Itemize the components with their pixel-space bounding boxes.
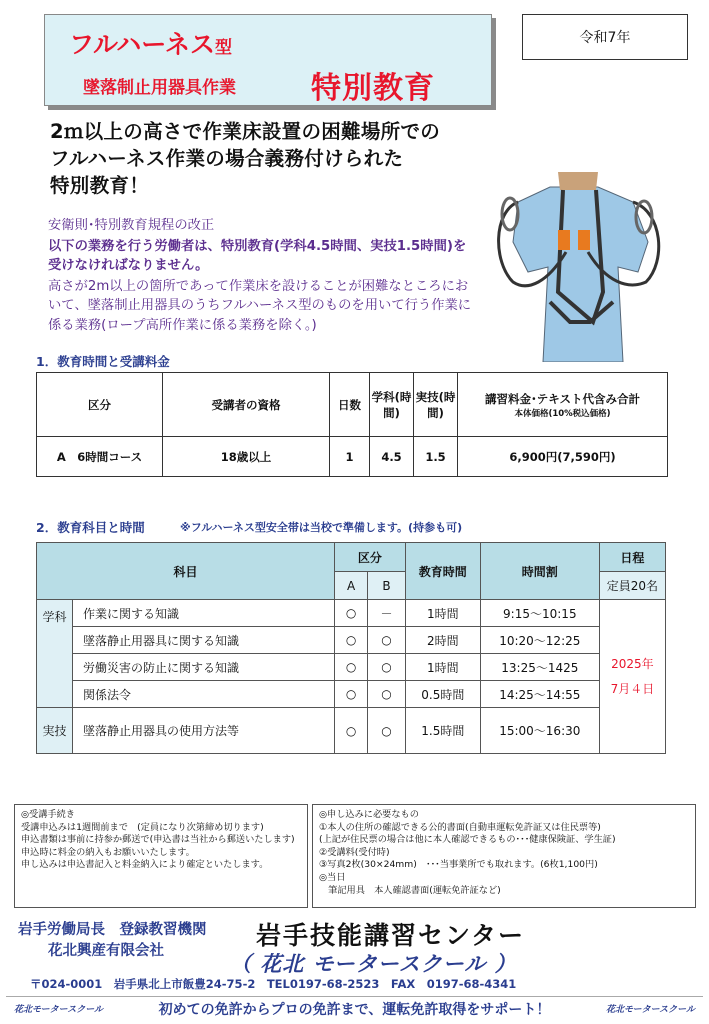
time-cell: 10:20～12:25 [480,627,599,654]
para1: 以下の業務を行う労働者は、特別教育(学科4.5時間、実技1.5時間)を受けなければなりません。 [48,238,467,273]
fee-table [36,372,668,477]
fee-cell: A 6時間コース [37,437,163,477]
center-name: 岩手技能講習センター [256,921,526,950]
class-b-cell: ○ [368,681,406,708]
title-subtitle: 墜落制止用器具作業 [83,78,236,98]
harness-worker-illustration [488,172,668,362]
hours-header: 教育時間 [405,543,480,600]
table-row [37,708,666,754]
hours-cell: 1.5時間 [405,708,480,754]
timetable-header: 時間割 [480,543,599,600]
time-cell: 9:15～10:15 [480,600,599,627]
class-a-cell: ○ [334,654,367,681]
fee-header: 日数 [330,373,370,437]
hours-cell: 2時間 [405,627,480,654]
organization: 岩手労働局長 登録教習機関 花北興産有限会社 [18,922,207,959]
fee-header: 学科(時間) [370,373,414,437]
fee-header: 実技(時間) [414,373,458,437]
address: 〒024-0001 岩手県北上市飯豊24-75-2 TEL0197-68-2523 FAX 0197-68-4341 [30,977,517,991]
title-harness: フルハーネス型 [69,30,233,59]
hours-cell: 0.5時間 [405,681,480,708]
law-text: 安衛則･特別教育規程の改正 [48,218,215,233]
title-box [44,14,492,106]
subject-cell: 作業に関する知識 [73,600,335,627]
school-name: （ 花北 モータースクール ） [230,952,517,976]
table-row [37,627,666,654]
requirements-box: ◎申し込みに必要なもの ①本人の住所の確認できる公的書面(自動車運転免許証又は住民票等) (上記が住民票の場合は他に本人確認できるもの･･･健康保険証、学生証) ②受講料(受付時) ③写真2枚(30×24mm) ･･･当事業所でも取れます。(6枚1,100円) ◎当日 筆記用具 本人確認書面(運転免許証など) [312,804,696,908]
fee-cell: 6,900円(7,590円) [458,437,668,477]
class-a-cell: ○ [334,600,367,627]
course-date: 2025年 7月４日 [599,600,665,754]
class-a-cell: ○ [334,627,367,654]
subject-cell: 関係法令 [73,681,335,708]
fee-header: 受講者の資格 [163,373,330,437]
subject-cell: 墜落静止用器具に関する知識 [73,627,335,654]
section2-heading: 2．教育科目と時間 [36,520,145,535]
group-practical: 実技 [37,708,73,754]
class-b-cell: ○ [368,654,406,681]
fee-header-price: 講習料金･テキスト代含み合計 本体価格(10%税込価格) [458,373,668,437]
subject-header: 科目 [37,543,335,600]
table-row [37,681,666,708]
headline: 2ｍ以上の高さで作業床設置の困難場所での フルハーネス作業の場合義務付けられた 特別教育！ [50,120,441,197]
class-b-cell: ○ [368,627,406,654]
era-box: 令和7年 [522,14,688,60]
class-a-cell: ○ [334,681,367,708]
section1-heading: 1．教育時間と受講料金 [36,354,170,369]
body-text [48,216,478,336]
class-a-header: A [334,572,367,600]
fee-cell: 1.5 [414,437,458,477]
bottom-banner [6,996,703,1020]
time-cell: 15:00～16:30 [480,708,599,754]
hours-cell: 1時間 [405,654,480,681]
class-b-header: B [368,572,406,600]
subject-cell: 労働災害の防止に関する知識 [73,654,335,681]
hours-cell: 1時間 [405,600,480,627]
procedure-box: ◎受講手続き 受講申込みは1週間前まで (定員になり次第締め切ります) 申込書類は事前に持参か郵送で(申込書は当社から郵送いたします) 申込時に料金の納入もお願いいたします。 申し込みは申込書記入と料金納入により確定といたします。 [14,804,308,908]
slogan: 初めての免許からプロの免許まで、運転免許取得をサポート！ [158,1001,551,1018]
class-a-cell: ○ [334,708,367,754]
table-row [37,654,666,681]
fee-cell: 18歳以上 [163,437,330,477]
class-b-cell: － [368,600,406,627]
time-cell: 13:25～1425 [480,654,599,681]
school-logo-left: 花北モータースクール [14,1005,104,1015]
fee-cell: 1 [330,437,370,477]
capacity: 定員20名 [599,572,665,600]
title-special: 特別教育 [311,71,435,106]
school-logo-right: 花北モータースクール [605,1005,695,1015]
subject-cell: 墜落静止用器具の使用方法等 [73,708,335,754]
class-b-cell: ○ [368,708,406,754]
schedule-header: 日程 [599,543,665,572]
class-header: 区分 [334,543,405,572]
section2-note: ※フルハーネス型安全帯は当校で準備します。(持参も可) [180,521,463,534]
para2: 高さが2m以上の箇所であって作業床を設けることが困難なところにおいて、墜落制止用器具のうちフルハーネス型のものを用いて行う作業に係る業務(ロープ高所作業に係る業務を除く。) [48,278,472,333]
curriculum-table [36,542,666,754]
fee-header: 区分 [37,373,163,437]
table-row [37,600,666,627]
group-lecture: 学科 [37,600,73,708]
time-cell: 14:25～14:55 [480,681,599,708]
fee-cell: 4.5 [370,437,414,477]
